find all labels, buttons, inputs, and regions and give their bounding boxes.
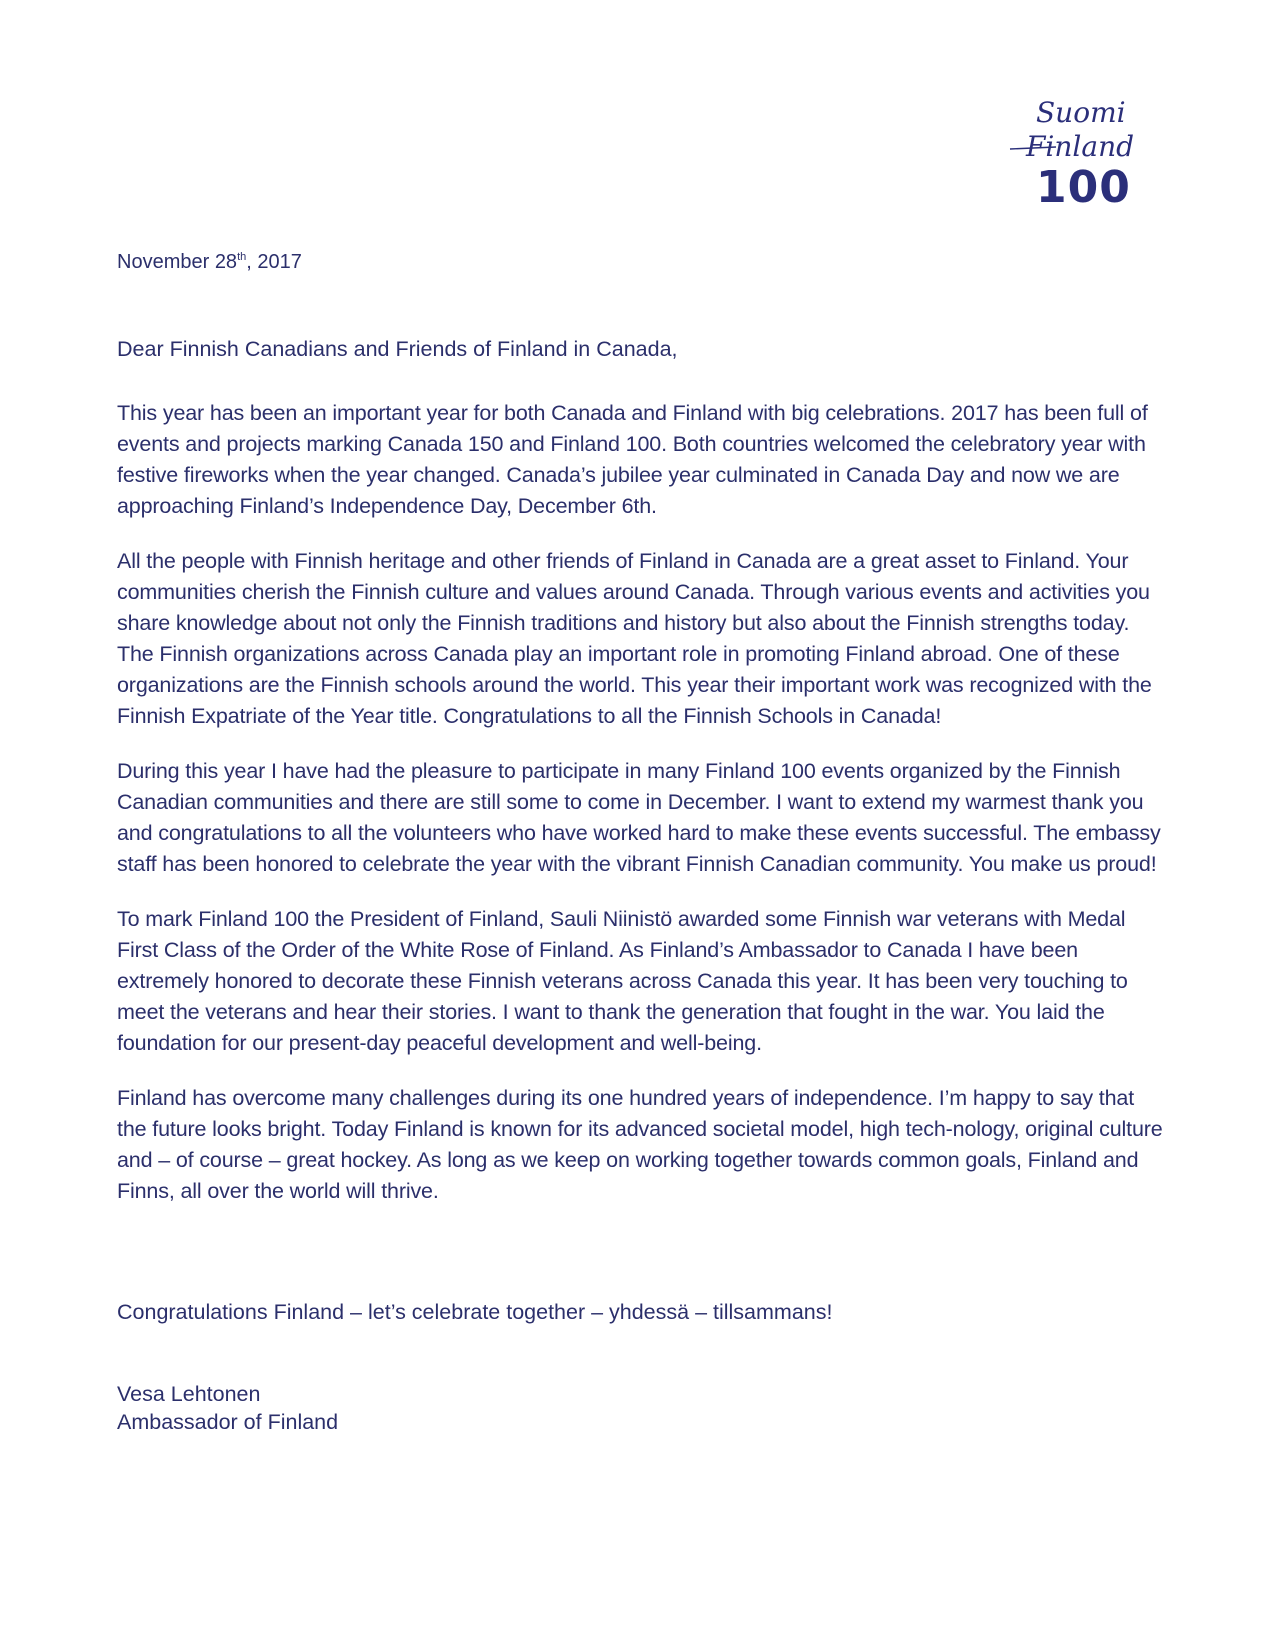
date-suffix: th [237, 251, 247, 263]
paragraph-1: This year has been an important year for both Canada and Finland with big celebrations. 2017 has been full of events and projects marking Canada 150 and Finland 100. Both countries welcomed the celebratory year with festive fireworks when the year changed. Canada’s jubilee year culminated in Canada Day and now we are approaching Finland’s Independence Day, December 6th. [117, 401, 1148, 518]
signature-block [117, 1380, 338, 1436]
suomi-finland-100-logo [1008, 92, 1168, 212]
paragraph-3: During this year I have had the pleasure to participate in many Finland 100 events organized by the Finnish Canadian communities and there are still some to come in December. I want to extend my warmest thank you and congratulations to all the volunteers who have worked hard to make these events successful. The embassy staff has been honored to celebrate the year with the vibrant Finnish Canadian community. You make us proud! [117, 759, 1161, 876]
paragraph-4: To mark Finland 100 the President of Finland, Sauli Niinistö awarded some Finnish war veterans with Medal First Class of the Order of the White Rose of Finland. As Finland’s Ambassador to Canada I have been extremely honored to decorate these Finnish veterans across Canada this year. It has been very touching to meet the veterans and hear their stories. I want to thank the generation that fought in the war. You laid the foundation for our present-day peaceful development and well-being. [117, 907, 1128, 1055]
letter-closing: Congratulations Finland – let’s celebrate together – yhdessä – tillsammans! [117, 1300, 833, 1324]
signer-title: Ambassador of Finland [117, 1410, 339, 1434]
logo-graphic [1008, 92, 1168, 212]
paragraph-2: All the people with Finnish heritage and other friends of Finland in Canada are a great asset to Finland. Your communities cherish the Finnish culture and values around Canada. Through various events and activities you share knowledge about not only the Finnish traditions and history but also about the Finnish strengths today. The Finnish organizations across Canada play an important role in promoting Finland abroad. One of these organizations are the Finnish schools around the world. This year their important work was recognized with the Finnish Expatriate of the Year title. Congratulations to all the Finnish Schools in Canada! [117, 549, 1152, 728]
letter-greeting: Dear Finnish Canadians and Friends of Finland in Canada, [117, 337, 678, 361]
svg-text:Finland: Finland [1026, 130, 1135, 163]
date-day: November 28 [117, 251, 238, 273]
letter-date [117, 250, 302, 274]
svg-text:100: 100 [1036, 162, 1131, 212]
svg-text:Suomi: Suomi [1036, 96, 1126, 129]
letter-body [117, 398, 1167, 1231]
signer-name: Vesa Lehtonen [117, 1382, 261, 1406]
paragraph-5: Finland has overcome many challenges during its one hundred years of independence. I’m happy to say that the future looks bright. Today Finland is known for its advanced societal model, high tech-nology, original culture and – of course – great hockey. As long as we keep on working together towards common goals, Finland and Finns, all over the world will thrive. [117, 1086, 1163, 1203]
date-year: , 2017 [246, 251, 302, 273]
